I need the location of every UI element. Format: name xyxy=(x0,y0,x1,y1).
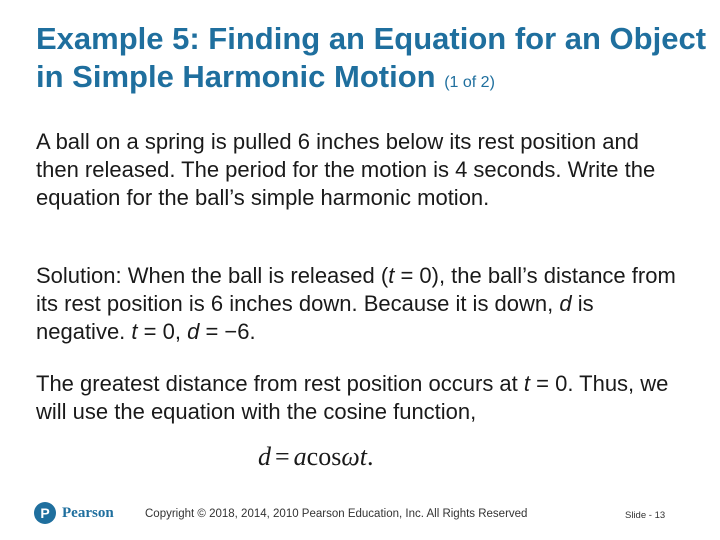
cosine-text-2: = 0. Thus, we will use the equation with the cosine function, xyxy=(36,371,669,424)
variable-d: d xyxy=(187,319,200,344)
equation-omega: ω xyxy=(341,442,360,471)
slide-title-main: Example 5: Finding an Equation for an Object in Simple Harmonic Motion xyxy=(36,21,707,94)
equation-d: d xyxy=(258,442,271,471)
pearson-logo-text: Pearson xyxy=(62,504,114,521)
cosine-equation xyxy=(258,442,373,472)
variable-t: t xyxy=(388,263,395,288)
variable-t: t xyxy=(131,319,138,344)
equation-a: a xyxy=(293,442,307,471)
equation-equals: = xyxy=(275,442,290,471)
pearson-logo xyxy=(34,500,114,526)
copyright-notice: Copyright © 2018, 2014, 2010 Pearson Education, Inc. All Rights Reserved xyxy=(145,508,528,520)
solution-text-5: = −6. xyxy=(199,319,256,344)
pearson-logo-icon: P xyxy=(34,502,56,524)
cosine-paragraph xyxy=(36,370,686,426)
slide-number: Slide - 13 xyxy=(625,510,666,521)
solution-text-4: = 0, xyxy=(137,319,188,344)
solution-text-3: is negative. xyxy=(36,291,594,344)
solution-text-1: Solution: When the ball is released ( xyxy=(36,263,389,288)
solution-text-2: = 0), the ball’s distance from its rest position is 6 inches down. Because it is down, xyxy=(36,263,676,316)
problem-paragraph: A ball on a spring is pulled 6 inches below its rest position and then released. The period for the motion is 4 seconds. Write the equation for the ball’s simple harmonic motion. xyxy=(36,129,656,210)
slide-title-part: (1 of 2) xyxy=(444,74,495,91)
slide-title xyxy=(36,20,706,102)
solution-paragraph xyxy=(36,262,686,346)
variable-t: t xyxy=(523,371,531,396)
variable-d: d xyxy=(559,291,572,316)
cosine-text-1: The greatest distance from rest position occurs at xyxy=(36,371,524,396)
equation-cos: cos xyxy=(306,442,342,471)
equation-period: . xyxy=(366,442,374,471)
equation-t: t xyxy=(359,442,367,471)
